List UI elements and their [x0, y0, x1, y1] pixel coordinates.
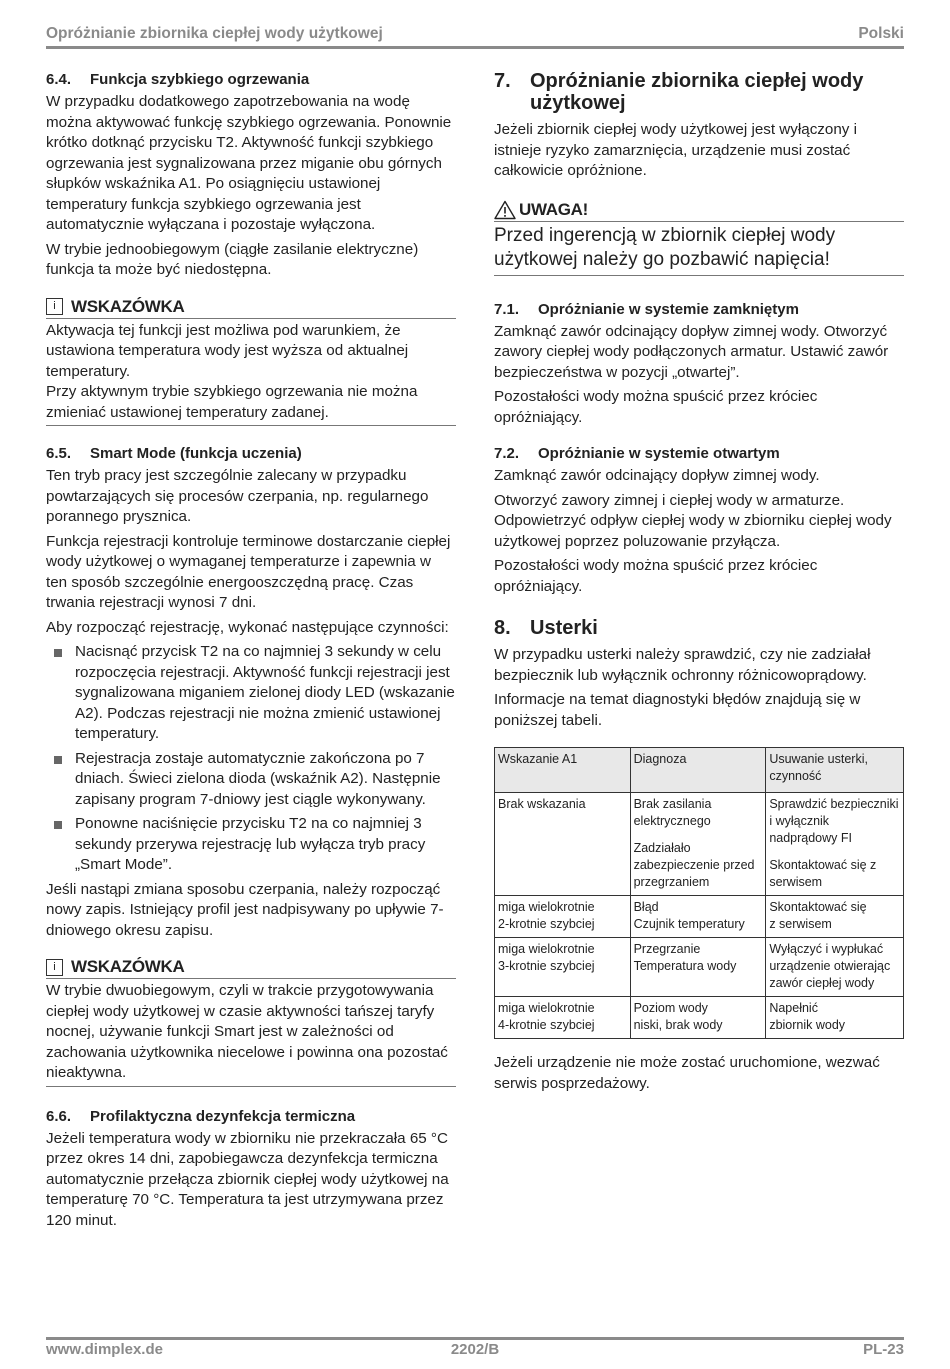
- cell-text: niski, brak wody: [633, 1018, 723, 1032]
- cell-text: zbiornik wody: [769, 1018, 846, 1032]
- table-cell: [495, 997, 631, 1039]
- table-row: [495, 997, 904, 1039]
- table-cell: [495, 793, 631, 896]
- paragraph: W przypadku dodatkowego zapotrzebowania na wodę można aktywować funkcję szybkiego ogrzewania. Ponownie krótko dotknąć przycisku T2. Aktywność funkcji szybkiego ogrzewania jest sygnalizowana przez miganie obu górnych słupków wskaźnika A1. Po osiągnięciu ustawionej temperatury funkcja szybkiego ogrzewania jest automatycznie wyłączana i pozostaje wyłączona.: [46, 93, 452, 233]
- cell-text: z serwisem: [769, 917, 832, 931]
- table-row: [495, 938, 904, 997]
- note-header: [46, 297, 456, 319]
- warning-title: UWAGA!: [519, 199, 589, 219]
- paragraph: Otworzyć zawory zimnej i ciepłej wody w armaturze. Odpowietrzyć odpływ ciepłej wody w zbiorniku ciepłej wody użytkowej poprzez poluzowanie przyłącza.: [494, 491, 892, 550]
- table-row: [495, 896, 904, 938]
- error-table: [494, 747, 904, 1039]
- note-text: Przy aktywnym trybie szybkiego ogrzewania nie można zmieniać ustawionej temperatury zadanej.: [46, 383, 418, 421]
- table-header-cell: Usuwanie usterki, czynność: [766, 748, 904, 793]
- cell-text: miga wielokrotnie: [498, 900, 595, 914]
- cell-text: Czujnik temperatury: [633, 917, 745, 931]
- paragraph: Pozostałości wody można spuścić przez króciec opróżniający.: [494, 557, 818, 595]
- paragraph: Jeśli nastąpi zmiana sposobu czerpania, należy rozpocząć nowy zapis. Istniejący profil jest nadpisywany po upływie 7-dniowego okresu zapisu.: [46, 880, 444, 939]
- table-cell: [630, 997, 766, 1039]
- paragraph: W przypadku usterki należy sprawdzić, czy nie zadziałał bezpiecznik lub wyłącznik ochronny różnicowoprądowy.: [494, 646, 871, 684]
- note-box-1: [46, 297, 456, 427]
- header-rule: [46, 46, 904, 49]
- note-box-2: [46, 957, 456, 1087]
- section-heading-6-4: [46, 70, 456, 90]
- paragraph: Pozostałości wody można spuścić przez króciec opróżniający.: [494, 388, 818, 426]
- cell-text: Brak wskazania: [498, 797, 586, 811]
- cell-text: 3-krotnie szybciej: [498, 959, 595, 973]
- cell-text: Napełnić: [769, 1001, 818, 1015]
- info-icon: i: [46, 959, 63, 976]
- cell-text: Błąd: [633, 900, 659, 914]
- section-title: Usterki: [530, 617, 598, 639]
- cell-text: Temperatura wody: [633, 959, 737, 973]
- table-cell: [495, 938, 631, 997]
- cell-text: Zadziałało zabezpieczenie przed przegrzaniem: [633, 841, 755, 889]
- paragraph: Funkcja rejestracji kontroluje terminowe dostarczanie ciepłej wody użytkowej o wymaganej temperaturze i zapewnia w ten sposób szczególnie energooszczędną pracę. Czas trwania rejestracji wynosi 7 dni.: [46, 532, 451, 611]
- cell-text: Brak zasilania elektrycznego: [633, 797, 712, 828]
- cell-text: Sprawdzić bezpieczniki i wyłącznik nadprądowy FI: [769, 797, 899, 845]
- right-column: [494, 70, 904, 1098]
- list-item: Nacisnąć przycisk T2 na co najmniej 3 sekundy w celu rozpoczęcia rejestracji. Aktywność funkcji rejestracji jest sygnalizowana miganiem zielonej diody LED (wskazanie A2). Podczas rejestracji nie można zmienić ustawionej temperatury.: [46, 642, 456, 745]
- footer-doc-code: 2202/B: [450, 1341, 500, 1358]
- header-language: Polski: [858, 25, 904, 42]
- table-cell: [766, 896, 904, 938]
- section-number: 6.4.: [46, 71, 72, 88]
- cell-text: Wyłączyć i wypłukać urządzenie otwierając zawór ciepłej wody: [769, 942, 891, 990]
- section-number: 7.: [494, 70, 511, 92]
- cell-text: Skontaktować się: [769, 900, 867, 914]
- footer-rule: [46, 1337, 904, 1340]
- section-title: Opróżnianie w systemie otwartym: [538, 445, 780, 462]
- warning-header: [494, 200, 904, 222]
- section-heading-7: [494, 70, 904, 114]
- section-title: Profilaktyczna dezynfekcja termiczna: [90, 1107, 356, 1125]
- list-item: Rejestracja zostaje automatycznie zakończona po 7 dniach. Świeci zielona dioda (wskaźnik A2). Następnie zapisany program 7-dniowy jest ciągle wykonywany.: [46, 749, 456, 811]
- cell-text: 4-krotnie szybciej: [498, 1018, 595, 1032]
- header-title: Opróżnianie zbiornika ciepłej wody użytkowej: [46, 25, 383, 42]
- section-title: Opróżnianie w systemie zamkniętym: [538, 300, 799, 318]
- info-icon: i: [46, 298, 63, 315]
- paragraph: Jeżeli zbiornik ciepłej wody użytkowej jest wyłączony i istnieje ryzyko zamarznięcia, urządzenie musi zostać całkowicie opróżnione.: [494, 121, 857, 179]
- cell-text: Przegrzanie: [633, 942, 701, 956]
- table-header-cell: Diagnoza: [630, 748, 766, 793]
- paragraph: Jeżeli temperatura wody w zbiorniku nie przekraczała 65 °C przez okres 14 dni, zapobiegawcza dezynfekcja termiczna automatycznie przełącza zbiornik ciepłej wody użytkowej na temperaturę 70 °C. Temperatura ta jest utrzymywana przez 120 minut.: [46, 1129, 449, 1229]
- section-number: 6.6.: [46, 1107, 72, 1125]
- section-heading-7-2: [494, 444, 904, 464]
- note-header: [46, 957, 456, 979]
- warning-triangle-icon: [494, 200, 516, 220]
- warning-text: Przed ingerencją w zbiornik ciepłej wody użytkowej należy go pozbawić napięcia!: [494, 222, 904, 276]
- section-title: Opróżnianie zbiornika ciepłej wody użytkowej: [530, 70, 864, 114]
- section-title: Funkcja szybkiego ogrzewania: [90, 71, 310, 88]
- bullet-list: [46, 642, 456, 876]
- left-column: [46, 70, 456, 1235]
- cell-text: miga wielokrotnie: [498, 942, 595, 956]
- cell-text: Poziom wody: [633, 1001, 708, 1015]
- note-title: WSKAZÓWKA: [71, 296, 185, 316]
- note-body: [46, 321, 456, 427]
- section-title: Smart Mode (funkcja uczenia): [90, 445, 302, 462]
- paragraph: Jeżeli urządzenie nie może zostać uruchomione, wezwać serwis posprzedażowy.: [494, 1054, 880, 1092]
- list-item: Ponowne naciśnięcie przycisku T2 na co najmniej 3 sekundy przerywa rejestrację lub wyłącza tryb pracy „Smart Mode”.: [46, 814, 456, 876]
- section-heading-8: [494, 617, 904, 639]
- footer-page-number: PL-23: [863, 1341, 904, 1358]
- table-cell: [630, 896, 766, 938]
- table-cell: [630, 938, 766, 997]
- section-number: 6.5.: [46, 445, 72, 462]
- note-title: WSKAZÓWKA: [71, 957, 185, 976]
- table-cell: [766, 997, 904, 1039]
- note-body: [46, 981, 456, 1087]
- page-footer: [46, 1341, 904, 1363]
- note-text: Aktywacja tej funkcji jest możliwa pod warunkiem, że ustawiona temperatura wody jest wyższa od aktualnej temperatury.: [46, 321, 409, 380]
- table-cell: [766, 938, 904, 997]
- cell-text: 2-krotnie szybciej: [498, 917, 595, 931]
- page-header: [46, 22, 904, 46]
- table-cell: [766, 793, 904, 896]
- section-number: 7.1.: [494, 300, 520, 318]
- warning-box: [494, 200, 904, 276]
- table-header-cell: Wskazanie A1: [495, 748, 631, 793]
- section-heading-6-6: [46, 1107, 456, 1127]
- table-header-row: [495, 748, 904, 793]
- paragraph: Zamknąć zawór odcinający dopływ zimnej wody.: [494, 467, 820, 484]
- table-row: [495, 793, 904, 896]
- paragraph: W trybie jednoobiegowym (ciągłe zasilanie elektryczne) funkcja ta może być niedostępna.: [46, 240, 419, 278]
- footer-website: www.dimplex.de: [46, 1341, 163, 1358]
- table-cell: [495, 896, 631, 938]
- note-text: W trybie dwuobiegowym, czyli w trakcie przygotowywania ciepłej wody użytkowej w czasie aktywności tańszej taryfy nocnej, używanie funkcji Smart jest w zależności od zachowania użytkownika niecelowe i powinna ona pozostać nieaktywna.: [46, 982, 448, 1081]
- section-number: 7.2.: [494, 445, 520, 462]
- paragraph: Informacje na temat diagnostyki błędów znajdują się w poniższej tabeli.: [494, 691, 861, 729]
- section-heading-6-5: [46, 444, 456, 464]
- paragraph: Zamknąć zawór odcinający dopływ zimnej wody. Otworzyć zawory ciepłej wody podłączonych armatur. Ustawić zawór bezpieczeństwa w pozycji „otwartej”.: [494, 322, 889, 381]
- cell-text: Skontaktować się z serwisem: [769, 858, 877, 889]
- paragraph: Ten tryb pracy jest szczególnie zalecany w przypadku powtarzających się procesów czerpania, np. regularnego porannego prysznica.: [46, 467, 429, 525]
- paragraph: Aby rozpocząć rejestrację, wykonać następujące czynności:: [46, 618, 449, 636]
- cell-text: miga wielokrotnie: [498, 1001, 595, 1015]
- table-cell: [630, 793, 766, 896]
- section-heading-7-1: [494, 300, 904, 320]
- section-number: 8.: [494, 617, 511, 639]
